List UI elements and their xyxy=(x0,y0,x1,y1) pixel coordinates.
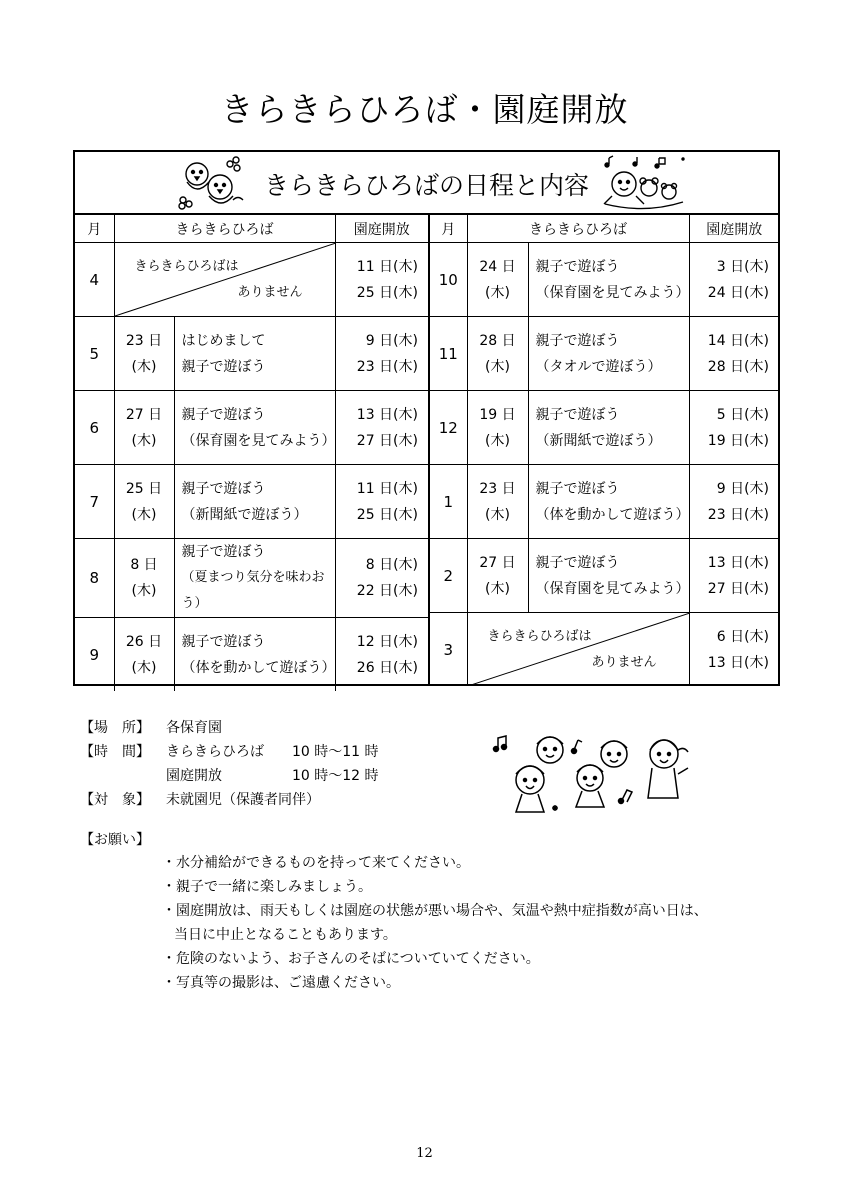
activity-cell xyxy=(528,243,689,317)
diagonal-line xyxy=(468,613,690,686)
table-row xyxy=(429,539,779,613)
day-of-week: (木) xyxy=(131,659,157,676)
no-hiroba-line2: ありません xyxy=(237,285,303,300)
activity-line1: 親子で遊ぼう xyxy=(181,480,266,497)
header-garden: 園庭開放 xyxy=(689,215,779,243)
time2-name: 園庭開放 xyxy=(166,768,222,784)
activity-line1: 親子で遊ぼう xyxy=(535,406,620,423)
day-number: 23 日 xyxy=(479,480,516,497)
activity-line2: 親子で遊ぼう xyxy=(181,358,266,375)
garden-dates xyxy=(335,391,428,465)
table-row xyxy=(75,317,428,391)
diagonal-line xyxy=(115,243,336,316)
day-number: 25 日 xyxy=(125,480,163,497)
activity-line2: （タオルで遊ぼう） xyxy=(535,358,662,375)
activity-cell xyxy=(174,465,335,539)
activity-line1: 親子で遊ぼう xyxy=(181,544,266,560)
no-hiroba-cell xyxy=(114,243,335,317)
garden-date: 11 日(木) xyxy=(356,258,418,275)
time1-name: きらきらひろば xyxy=(166,744,264,760)
activity-line2: （夏まつり気分を味わおう） xyxy=(181,570,325,611)
garden-date: 14 日(木) xyxy=(707,332,769,349)
garden-dates xyxy=(335,539,428,618)
header-month: 月 xyxy=(75,215,114,243)
table-row xyxy=(429,317,779,391)
table-row xyxy=(75,391,428,465)
day-number: 26 日 xyxy=(125,633,163,650)
info-block xyxy=(80,716,379,812)
garden-date: 3 日(木) xyxy=(716,258,769,275)
day-number: 28 日 xyxy=(479,332,516,349)
day-cell xyxy=(114,317,174,391)
header-garden: 園庭開放 xyxy=(335,215,428,243)
target-label: 【対 象】 xyxy=(80,792,150,808)
day-of-week: (木) xyxy=(485,580,510,597)
garden-date: 13 日(木) xyxy=(707,654,769,671)
place-value: 各保育園 xyxy=(166,720,222,736)
garden-dates xyxy=(335,243,428,317)
table-row xyxy=(75,539,428,618)
day-cell xyxy=(467,317,528,391)
day-of-week: (木) xyxy=(485,506,510,523)
activity-line2: （体を動かして遊ぼう） xyxy=(535,506,690,523)
activity-line2: （保育園を見てみよう） xyxy=(181,432,336,449)
table-row xyxy=(429,243,779,317)
activity-cell xyxy=(528,317,689,391)
schedule-frame xyxy=(73,150,780,686)
month-cell: 5 xyxy=(75,317,114,391)
day-number: 8 日 xyxy=(130,557,158,573)
garden-date: 23 日(木) xyxy=(356,358,418,375)
target-value: 未就園児（保護者同伴） xyxy=(166,792,320,808)
garden-date: 25 日(木) xyxy=(356,284,418,301)
garden-date: 24 日(木) xyxy=(707,284,769,301)
kids-animals-illustration-icon xyxy=(597,154,687,212)
day-cell xyxy=(114,465,174,539)
table-row xyxy=(429,613,779,687)
month-cell: 9 xyxy=(75,618,114,692)
month-cell: 3 xyxy=(429,613,467,687)
activity-line1: 親子で遊ぼう xyxy=(535,258,620,275)
no-hiroba-cell xyxy=(467,613,689,687)
no-hiroba-line1: きらきらひろばは xyxy=(134,259,239,274)
day-of-week: (木) xyxy=(485,432,510,449)
garden-date: 8 日(木) xyxy=(365,557,418,573)
garden-date: 5 日(木) xyxy=(716,406,769,423)
list-item: ・園庭開放は、雨天もしくは園庭の状態が悪い場合や、気温や熱中症指数が高い日は、 xyxy=(162,903,708,919)
no-hiroba-line2: ありません xyxy=(591,655,657,670)
garden-dates xyxy=(689,391,779,465)
garden-dates xyxy=(689,243,779,317)
time2-value: 10 時～12 時 xyxy=(292,768,379,784)
day-cell xyxy=(467,391,528,465)
day-cell xyxy=(467,465,528,539)
activity-line1: 親子で遊ぼう xyxy=(535,480,620,497)
garden-dates xyxy=(335,317,428,391)
schedule-table-left xyxy=(75,215,428,691)
day-of-week: (木) xyxy=(131,432,157,449)
garden-dates xyxy=(689,317,779,391)
activity-line2: （体を動かして遊ぼう） xyxy=(181,659,336,676)
garden-dates xyxy=(335,465,428,539)
garden-dates xyxy=(689,539,779,613)
activity-cell xyxy=(528,391,689,465)
day-of-week: (木) xyxy=(131,358,157,375)
garden-date: 12 日(木) xyxy=(356,633,418,650)
page-title: きらきらひろば・園庭開放 xyxy=(220,90,629,129)
page-number: 12 xyxy=(416,1146,433,1161)
garden-date: 28 日(木) xyxy=(707,358,769,375)
activity-cell xyxy=(528,539,689,613)
requests-list xyxy=(162,851,802,995)
header-month: 月 xyxy=(429,215,467,243)
day-cell xyxy=(114,618,174,692)
table-row xyxy=(75,243,428,317)
table-row xyxy=(429,465,779,539)
month-cell: 4 xyxy=(75,243,114,317)
activity-cell xyxy=(174,539,335,618)
activity-line2: （保育園を見てみよう） xyxy=(535,580,690,597)
activity-line2: （保育園を見てみよう） xyxy=(535,284,690,301)
garden-date: 13 日(木) xyxy=(707,554,769,571)
garden-dates xyxy=(689,613,779,687)
activity-line1: 親子で遊ぼう xyxy=(181,633,266,650)
schedule-table-right xyxy=(428,215,779,686)
garden-date: 11 日(木) xyxy=(356,480,418,497)
day-number: 23 日 xyxy=(125,332,163,349)
activity-line1: 親子で遊ぼう xyxy=(535,554,620,571)
month-cell: 8 xyxy=(75,539,114,618)
garden-date: 9 日(木) xyxy=(365,332,418,349)
garden-date: 19 日(木) xyxy=(707,432,769,449)
header-hiroba: きらきらひろば xyxy=(114,215,335,243)
list-item: 当日に中止となることもあります。 xyxy=(174,927,397,943)
activity-cell xyxy=(174,317,335,391)
month-cell: 2 xyxy=(429,539,467,613)
garden-date: 26 日(木) xyxy=(356,659,418,676)
day-of-week: (木) xyxy=(131,506,157,523)
requests-heading: 【お願い】 xyxy=(80,832,150,848)
place-label: 【場 所】 xyxy=(80,720,150,736)
day-number: 19 日 xyxy=(479,406,516,423)
activity-cell xyxy=(174,618,335,692)
month-cell: 10 xyxy=(429,243,467,317)
activity-line1: 親子で遊ぼう xyxy=(181,406,266,423)
activity-cell xyxy=(528,465,689,539)
activity-line2: （新聞紙で遊ぼう） xyxy=(181,506,308,523)
month-cell: 7 xyxy=(75,465,114,539)
month-cell: 12 xyxy=(429,391,467,465)
month-cell: 6 xyxy=(75,391,114,465)
list-item: ・親子で一緒に楽しみましょう。 xyxy=(162,879,372,895)
list-item: ・危険のないよう、お子さんのそばについていてください。 xyxy=(162,951,540,967)
garden-date: 9 日(木) xyxy=(716,480,769,497)
month-cell: 11 xyxy=(429,317,467,391)
day-number: 27 日 xyxy=(479,554,516,571)
activity-line2: （新聞紙で遊ぼう） xyxy=(535,432,662,449)
garden-date: 6 日(木) xyxy=(716,628,769,645)
header-hiroba: きらきらひろば xyxy=(467,215,689,243)
garden-date: 22 日(木) xyxy=(356,583,418,599)
table-row xyxy=(429,391,779,465)
day-number: 24 日 xyxy=(479,258,516,275)
garden-date: 13 日(木) xyxy=(356,406,418,423)
garden-dates xyxy=(689,465,779,539)
month-cell: 1 xyxy=(429,465,467,539)
day-cell xyxy=(467,539,528,613)
time-label: 【時 間】 xyxy=(80,744,150,760)
activity-line1: はじめまして xyxy=(181,332,266,349)
garden-date: 27 日(木) xyxy=(707,580,769,597)
garden-date: 25 日(木) xyxy=(356,506,418,523)
activity-cell xyxy=(174,391,335,465)
table-row xyxy=(75,465,428,539)
garden-dates xyxy=(335,618,428,692)
day-of-week: (木) xyxy=(131,583,157,599)
day-cell xyxy=(114,391,174,465)
time1-value: 10 時～11 時 xyxy=(292,744,379,760)
day-of-week: (木) xyxy=(485,358,510,375)
table-row xyxy=(75,618,428,692)
children-singing-illustration-icon xyxy=(492,730,692,822)
banner-title: きらきらひろばの日程と内容 xyxy=(263,171,589,200)
day-of-week: (木) xyxy=(485,284,510,301)
garden-date: 23 日(木) xyxy=(707,506,769,523)
day-number: 27 日 xyxy=(125,406,163,423)
day-cell xyxy=(114,539,174,618)
list-item: ・水分補給ができるものを持って来てください。 xyxy=(162,855,470,871)
no-hiroba-line1: きらきらひろばは xyxy=(487,629,592,644)
list-item: ・写真等の撮影は、ご遠慮ください。 xyxy=(162,975,400,991)
activity-line1: 親子で遊ぼう xyxy=(535,332,620,349)
garden-date: 27 日(木) xyxy=(356,432,418,449)
schedule-banner xyxy=(75,152,778,215)
day-cell xyxy=(467,243,528,317)
